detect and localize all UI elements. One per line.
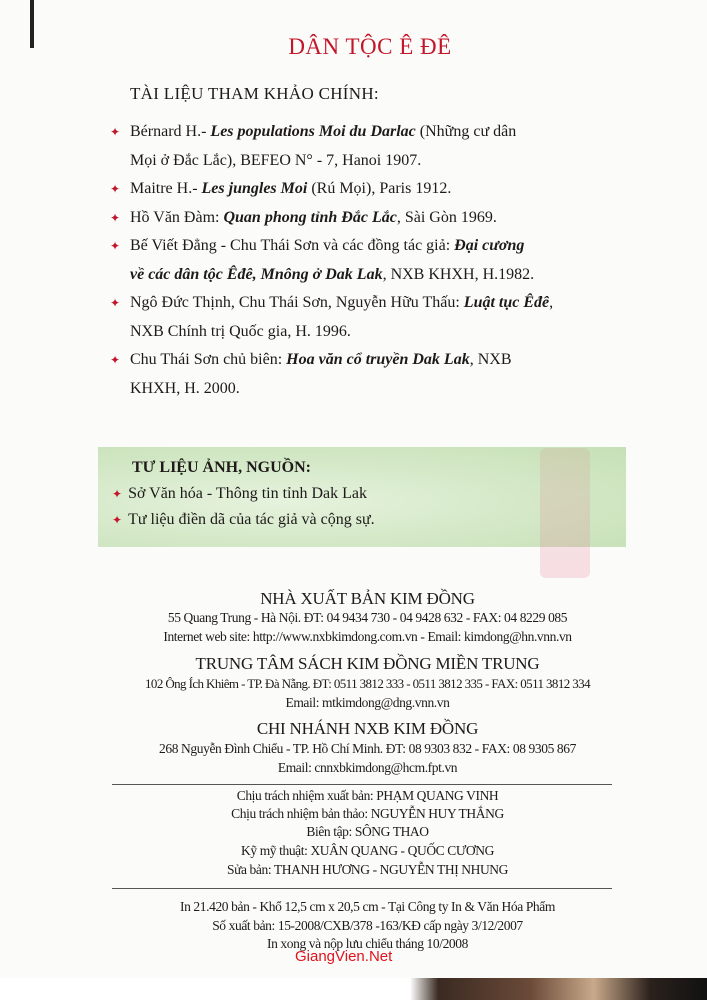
reference-text: Maitre H.-: [130, 180, 202, 197]
reference-item: [110, 289, 630, 346]
reference-text: Bế Viết Đẳng - Chu Thái Sơn và các đồng tác giả:: [130, 237, 455, 254]
divider: [112, 784, 612, 785]
photo-sources-heading: TƯ LIỆU ẢNH, NGUỒN:: [132, 459, 311, 476]
bullet-icon: ✦: [110, 125, 121, 139]
central-address: 102 Ông Ích Khiêm - TP. Đà Nẵng. ĐT: 0511 3812 333 - 0511 3812 335 - FAX: 0511 3812 334: [145, 676, 590, 691]
list-item: [112, 507, 375, 533]
page-title: DÂN TỘC Ê ĐÊ: [288, 34, 452, 59]
branch-email: Email: cnnxbkimdong@hcm.fpt.vn: [277, 760, 458, 775]
bullet-icon: ✦: [110, 353, 121, 367]
reference-title: Les populations Moi du Darlac: [210, 123, 416, 140]
printing-line: In xong và nộp lưu chiểu tháng 10/2008: [267, 936, 468, 951]
reference-title: Đại cương: [454, 237, 525, 254]
central-email: Email: mtkimdong@dng.vnn.vn: [285, 695, 450, 710]
bullet-icon: ✦: [110, 182, 121, 196]
reference-title: Les jungles Moi: [201, 180, 308, 197]
reference-text: , NXB KHXH, H.1982.: [382, 265, 535, 283]
branch-address: 268 Nguyễn Đình Chiểu - TP. Hồ Chí Minh. ĐT: 08 9303 832 - FAX: 08 9305 867: [159, 741, 576, 756]
credit-line: Chịu trách nhiệm xuất bản: PHẠM QUANG VINH: [236, 788, 499, 803]
bullet-icon: ✦: [110, 296, 121, 310]
publisher-name: NHÀ XUẤT BẢN KIM ĐỒNG: [260, 589, 475, 608]
reference-text: Hồ Văn Đàm:: [130, 208, 224, 226]
reference-item: [110, 118, 630, 175]
references-heading: TÀI LIỆU THAM KHẢO CHÍNH:: [130, 84, 379, 103]
printing-line: Số xuất bản: 15-2008/CXB/378 -163/KĐ cấp ngày 3/12/2007: [212, 918, 523, 933]
reference-title: về các dân tộc Êđê, Mnông ở Dak Lak: [130, 265, 383, 283]
branch-name: CHI NHÁNH NXB KIM ĐỒNG: [256, 719, 479, 738]
reference-text: NXB Chính trị Quốc gia, H. 1996.: [130, 322, 351, 340]
bullet-icon: ✦: [110, 210, 121, 225]
watermark: GiangVien.Net: [295, 948, 393, 965]
scan-bottom-edge: [0, 978, 707, 1000]
reference-text: ,: [549, 294, 554, 311]
publisher-address: 55 Quang Trung - Hà Nội. ĐT: 04 9434 730 - 04 9428 632 - FAX: 04 8229 085: [167, 610, 568, 625]
credit-line: Kỹ mỹ thuật: XUÂN QUANG - QUỐC CƯƠNG: [241, 843, 494, 858]
reference-text: Chu Thái Sơn chủ biên:: [130, 351, 287, 368]
references-list: [110, 118, 630, 403]
divider: [112, 888, 612, 889]
bullet-icon: ✦: [112, 487, 123, 501]
reference-text: (Rú Mọi), Paris 1912.: [307, 180, 452, 197]
reference-title: Quan phong tỉnh Đắc Lắc: [223, 208, 397, 226]
reference-title: Hoa văn cổ truyền Dak Lak: [286, 351, 470, 368]
printing-line: In 21.420 bản - Khổ 12,5 cm x 20,5 cm - Tại Công ty In & Văn Hóa Phẩm: [180, 899, 555, 914]
reference-text: Bérnard H.-: [130, 123, 211, 140]
credit-line: Biên tập: SÔNG THAO: [306, 824, 429, 839]
list-item: [112, 481, 375, 507]
reference-item: [110, 175, 630, 204]
bullet-icon: ✦: [110, 239, 121, 253]
reference-item: [110, 232, 630, 289]
reference-text: (Những cư dân: [415, 123, 517, 140]
credit-line: Chịu trách nhiệm bản thảo: NGUYỄN HUY THẮNG: [231, 806, 504, 821]
reference-text: Mọi ở Đắc Lắc), BEFEO N° - 7, Hanoi 1907.: [130, 151, 422, 169]
source-text: Tư liệu điền dã của tác giả và cộng sự.: [128, 511, 375, 528]
reference-text: Ngô Đức Thịnh, Chu Thái Sơn, Nguyễn Hữu Thấu:: [130, 294, 464, 311]
stamp-mark: [540, 448, 590, 578]
reference-item: [110, 204, 630, 233]
reference-text: , NXB: [469, 351, 512, 368]
reference-text: , Sài Gòn 1969.: [396, 208, 497, 226]
source-text: Sở Văn hóa - Thông tin tỉnh Dak Lak: [128, 485, 368, 502]
bullet-icon: ✦: [112, 513, 123, 527]
publisher-web: Internet web site: http://www.nxbkimdong.com.vn - Email: kimdong@hn.vnn.vn: [163, 629, 572, 644]
reference-title: Luật tục Êđê: [463, 294, 550, 311]
credit-line: Sửa bản: THANH HƯƠNG - NGUYỄN THỊ NHUNG: [226, 862, 509, 877]
central-name: TRUNG TÂM SÁCH KIM ĐỒNG MIỀN TRUNG: [195, 654, 540, 673]
reference-item: [110, 346, 630, 403]
reference-text: KHXH, H. 2000.: [130, 379, 240, 397]
